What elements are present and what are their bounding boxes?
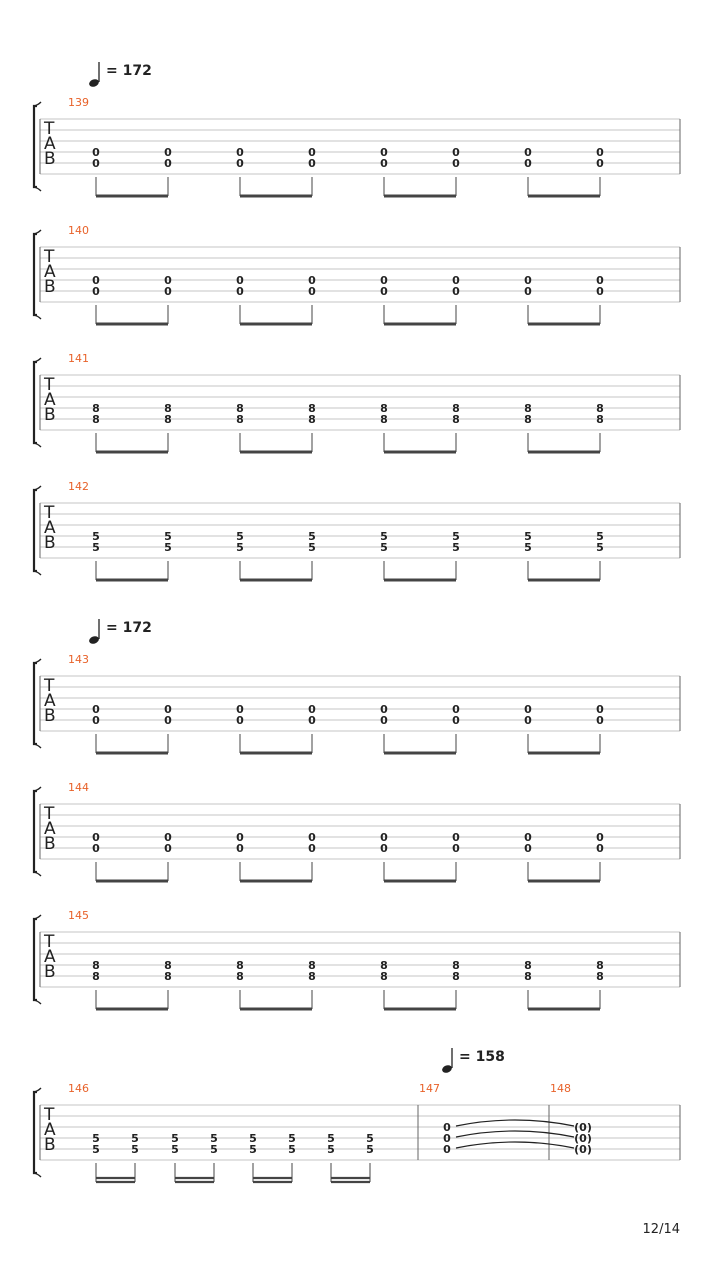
fret-number: 0 bbox=[308, 703, 316, 716]
fret-number: 0 bbox=[92, 842, 100, 855]
tab-clef-letter: T bbox=[44, 247, 55, 267]
tab-system bbox=[34, 653, 680, 753]
tab-system bbox=[34, 96, 680, 196]
tab-system bbox=[34, 909, 680, 1009]
fret-number: 5 bbox=[288, 1132, 296, 1145]
bracket-hook bbox=[34, 1088, 41, 1092]
fret-number: 0 bbox=[596, 146, 604, 159]
bracket-hook bbox=[34, 358, 41, 362]
tie-arc bbox=[456, 1142, 574, 1148]
fret-number: 0 bbox=[524, 842, 532, 855]
fret-number: 0 bbox=[596, 831, 604, 844]
fret-number: 5 bbox=[164, 530, 172, 543]
fret-number: 0 bbox=[524, 157, 532, 170]
fret-number: 0 bbox=[164, 157, 172, 170]
tab-clef-letter: T bbox=[44, 676, 55, 696]
fret-number: 5 bbox=[164, 541, 172, 554]
system-bracket bbox=[34, 919, 37, 1000]
tab-system bbox=[34, 352, 680, 452]
fret-number: 8 bbox=[452, 970, 460, 983]
fret-number: 0 bbox=[596, 274, 604, 287]
fret-number: 8 bbox=[164, 402, 172, 415]
tied-fret-number: (0) bbox=[574, 1143, 592, 1156]
tempo-value: = 172 bbox=[106, 63, 152, 79]
tied-fret-number: (0) bbox=[574, 1132, 592, 1145]
fret-number: 5 bbox=[249, 1143, 257, 1156]
tab-system bbox=[34, 1082, 680, 1182]
fret-number: 8 bbox=[524, 959, 532, 972]
fret-number: 0 bbox=[92, 285, 100, 298]
fret-number: 5 bbox=[92, 1143, 100, 1156]
tab-system bbox=[34, 224, 680, 324]
measure-number: 148 bbox=[550, 1082, 571, 1095]
fret-number: 5 bbox=[524, 530, 532, 543]
fret-number: 8 bbox=[308, 970, 316, 983]
system-bracket bbox=[34, 490, 37, 571]
fret-number: 8 bbox=[308, 402, 316, 415]
tempo-marking bbox=[441, 1048, 505, 1074]
bracket-hook bbox=[34, 102, 41, 106]
tab-clef-letter: T bbox=[44, 119, 55, 139]
fret-number: 0 bbox=[236, 831, 244, 844]
fret-number: 5 bbox=[236, 541, 244, 554]
fret-number: 0 bbox=[92, 274, 100, 287]
fret-number: 8 bbox=[236, 970, 244, 983]
bracket-hook bbox=[34, 443, 41, 447]
fret-number: 0 bbox=[164, 703, 172, 716]
fret-number: 0 bbox=[92, 157, 100, 170]
fret-number: 8 bbox=[596, 970, 604, 983]
fret-number: 8 bbox=[164, 413, 172, 426]
fret-number: 5 bbox=[210, 1132, 218, 1145]
tab-clef-letter: B bbox=[44, 277, 56, 297]
tab-clef-letter: A bbox=[44, 134, 56, 154]
measure-number: 146 bbox=[68, 1082, 89, 1095]
fret-number: 0 bbox=[236, 714, 244, 727]
fret-number: 5 bbox=[524, 541, 532, 554]
tab-clef-letter: A bbox=[44, 518, 56, 538]
fret-number: 8 bbox=[380, 402, 388, 415]
fret-number: 8 bbox=[380, 413, 388, 426]
bracket-hook bbox=[34, 872, 41, 876]
fret-number: 5 bbox=[171, 1132, 179, 1145]
tab-clef-letter: B bbox=[44, 405, 56, 425]
tab-clef-letter: T bbox=[44, 503, 55, 523]
tab-clef-letter: B bbox=[44, 706, 56, 726]
fret-number: 0 bbox=[236, 285, 244, 298]
fret-number: 0 bbox=[596, 285, 604, 298]
fret-number: 5 bbox=[327, 1132, 335, 1145]
fret-number: 5 bbox=[171, 1143, 179, 1156]
fret-number: 0 bbox=[596, 842, 604, 855]
fret-number: 8 bbox=[164, 959, 172, 972]
tab-clef-letter: A bbox=[44, 691, 56, 711]
fret-number: 0 bbox=[380, 714, 388, 727]
fret-number: 8 bbox=[524, 970, 532, 983]
bracket-hook bbox=[34, 915, 41, 919]
system-bracket bbox=[34, 1092, 37, 1173]
fret-number: 5 bbox=[92, 530, 100, 543]
bracket-hook bbox=[34, 187, 41, 191]
fret-number: 0 bbox=[380, 157, 388, 170]
fret-number: 8 bbox=[164, 970, 172, 983]
fret-number: 0 bbox=[236, 146, 244, 159]
fret-number: 0 bbox=[308, 157, 316, 170]
fret-number: 0 bbox=[380, 842, 388, 855]
bracket-hook bbox=[34, 744, 41, 748]
bracket-hook bbox=[34, 486, 41, 490]
fret-number: 0 bbox=[308, 146, 316, 159]
fret-number: 5 bbox=[327, 1143, 335, 1156]
fret-number: 0 bbox=[524, 831, 532, 844]
fret-number: 0 bbox=[452, 842, 460, 855]
tab-clef-letter: A bbox=[44, 1120, 56, 1140]
fret-number: 5 bbox=[92, 541, 100, 554]
tempo-marking bbox=[88, 619, 152, 645]
bracket-hook bbox=[34, 787, 41, 791]
fret-number: 5 bbox=[92, 1132, 100, 1145]
tab-clef-letter: A bbox=[44, 390, 56, 410]
fret-number: 0 bbox=[380, 274, 388, 287]
system-bracket bbox=[34, 234, 37, 315]
fret-number: 8 bbox=[236, 413, 244, 426]
bracket-hook bbox=[34, 1173, 41, 1177]
fret-number: 8 bbox=[524, 413, 532, 426]
fret-number: 5 bbox=[131, 1132, 139, 1145]
fret-number: 0 bbox=[443, 1143, 451, 1156]
fret-number: 0 bbox=[596, 703, 604, 716]
fret-number: 0 bbox=[236, 157, 244, 170]
fret-number: 0 bbox=[236, 703, 244, 716]
system-bracket bbox=[34, 362, 37, 443]
fret-number: 0 bbox=[164, 146, 172, 159]
fret-number: 5 bbox=[380, 530, 388, 543]
system-bracket bbox=[34, 663, 37, 744]
quarter-note-icon bbox=[441, 1064, 453, 1074]
measure-number: 145 bbox=[68, 909, 89, 922]
fret-number: 0 bbox=[452, 157, 460, 170]
fret-number: 0 bbox=[524, 274, 532, 287]
tab-clef-letter: B bbox=[44, 533, 56, 553]
bracket-hook bbox=[34, 659, 41, 663]
fret-number: 0 bbox=[380, 703, 388, 716]
measure-number: 144 bbox=[68, 781, 89, 794]
tempo-value: = 172 bbox=[106, 620, 152, 636]
fret-number: 5 bbox=[596, 541, 604, 554]
fret-number: 0 bbox=[164, 274, 172, 287]
fret-number: 0 bbox=[92, 714, 100, 727]
fret-number: 0 bbox=[524, 146, 532, 159]
fret-number: 8 bbox=[452, 413, 460, 426]
measure-number: 141 bbox=[68, 352, 89, 365]
fret-number: 0 bbox=[452, 831, 460, 844]
fret-number: 8 bbox=[308, 959, 316, 972]
fret-number: 5 bbox=[380, 541, 388, 554]
bracket-hook bbox=[34, 315, 41, 319]
fret-number: 0 bbox=[380, 146, 388, 159]
fret-number: 8 bbox=[596, 413, 604, 426]
fret-number: 0 bbox=[443, 1121, 451, 1134]
page-number: 12/14 bbox=[642, 1222, 680, 1237]
fret-number: 0 bbox=[308, 714, 316, 727]
fret-number: 0 bbox=[452, 146, 460, 159]
fret-number: 8 bbox=[452, 402, 460, 415]
tab-clef-letter: A bbox=[44, 819, 56, 839]
fret-number: 8 bbox=[92, 970, 100, 983]
fret-number: 0 bbox=[164, 285, 172, 298]
fret-number: 5 bbox=[288, 1143, 296, 1156]
fret-number: 0 bbox=[236, 842, 244, 855]
fret-number: 0 bbox=[164, 831, 172, 844]
fret-number: 0 bbox=[164, 714, 172, 727]
measure-number: 140 bbox=[68, 224, 89, 237]
fret-number: 8 bbox=[380, 970, 388, 983]
quarter-note-icon bbox=[88, 78, 100, 88]
measure-number: 139 bbox=[68, 96, 89, 109]
system-bracket bbox=[34, 106, 37, 187]
fret-number: 8 bbox=[452, 959, 460, 972]
system-bracket bbox=[34, 791, 37, 872]
fret-number: 8 bbox=[92, 959, 100, 972]
fret-number: 8 bbox=[524, 402, 532, 415]
fret-number: 8 bbox=[380, 959, 388, 972]
quarter-note-icon bbox=[88, 635, 100, 645]
fret-number: 5 bbox=[366, 1143, 374, 1156]
fret-number: 0 bbox=[236, 274, 244, 287]
fret-number: 8 bbox=[596, 402, 604, 415]
fret-number: 5 bbox=[308, 541, 316, 554]
tab-clef-letter: A bbox=[44, 262, 56, 282]
tab-clef-letter: B bbox=[44, 962, 56, 982]
bracket-hook bbox=[34, 1000, 41, 1004]
fret-number: 5 bbox=[131, 1143, 139, 1156]
fret-number: 8 bbox=[596, 959, 604, 972]
tempo-marking bbox=[88, 62, 152, 88]
fret-number: 0 bbox=[524, 285, 532, 298]
fret-number: 0 bbox=[92, 146, 100, 159]
fret-number: 0 bbox=[452, 274, 460, 287]
tab-system bbox=[34, 480, 680, 580]
fret-number: 0 bbox=[164, 842, 172, 855]
fret-number: 8 bbox=[92, 402, 100, 415]
fret-number: 0 bbox=[443, 1132, 451, 1145]
fret-number: 0 bbox=[308, 831, 316, 844]
fret-number: 5 bbox=[596, 530, 604, 543]
measure-number: 147 bbox=[419, 1082, 440, 1095]
bracket-hook bbox=[34, 230, 41, 234]
tab-clef-letter: T bbox=[44, 375, 55, 395]
tie-arc bbox=[456, 1120, 574, 1126]
tempo-value: = 158 bbox=[459, 1049, 505, 1065]
fret-number: 0 bbox=[380, 285, 388, 298]
fret-number: 5 bbox=[236, 530, 244, 543]
fret-number: 0 bbox=[524, 703, 532, 716]
measure-number: 142 bbox=[68, 480, 89, 493]
fret-number: 0 bbox=[452, 285, 460, 298]
measure-number: 143 bbox=[68, 653, 89, 666]
fret-number: 5 bbox=[308, 530, 316, 543]
bracket-hook bbox=[34, 571, 41, 575]
fret-number: 0 bbox=[596, 714, 604, 727]
fret-number: 0 bbox=[308, 842, 316, 855]
fret-number: 5 bbox=[210, 1143, 218, 1156]
fret-number: 5 bbox=[452, 541, 460, 554]
fret-number: 0 bbox=[452, 703, 460, 716]
fret-number: 5 bbox=[452, 530, 460, 543]
tab-clef-letter: T bbox=[44, 932, 55, 952]
fret-number: 8 bbox=[92, 413, 100, 426]
fret-number: 8 bbox=[308, 413, 316, 426]
fret-number: 0 bbox=[452, 714, 460, 727]
tie-arc bbox=[456, 1131, 574, 1137]
tab-clef-letter: A bbox=[44, 947, 56, 967]
tab-clef-letter: B bbox=[44, 834, 56, 854]
tab-system bbox=[34, 781, 680, 881]
tab-clef-letter: T bbox=[44, 1105, 55, 1125]
tab-clef-letter: T bbox=[44, 804, 55, 824]
tab-clef-letter: B bbox=[44, 149, 56, 169]
fret-number: 0 bbox=[308, 285, 316, 298]
fret-number: 5 bbox=[249, 1132, 257, 1145]
fret-number: 0 bbox=[596, 157, 604, 170]
fret-number: 0 bbox=[380, 831, 388, 844]
tied-fret-number: (0) bbox=[574, 1121, 592, 1134]
fret-number: 0 bbox=[92, 703, 100, 716]
fret-number: 5 bbox=[366, 1132, 374, 1145]
tab-clef-letter: B bbox=[44, 1135, 56, 1155]
fret-number: 8 bbox=[236, 402, 244, 415]
fret-number: 0 bbox=[308, 274, 316, 287]
fret-number: 0 bbox=[524, 714, 532, 727]
fret-number: 8 bbox=[236, 959, 244, 972]
fret-number: 0 bbox=[92, 831, 100, 844]
